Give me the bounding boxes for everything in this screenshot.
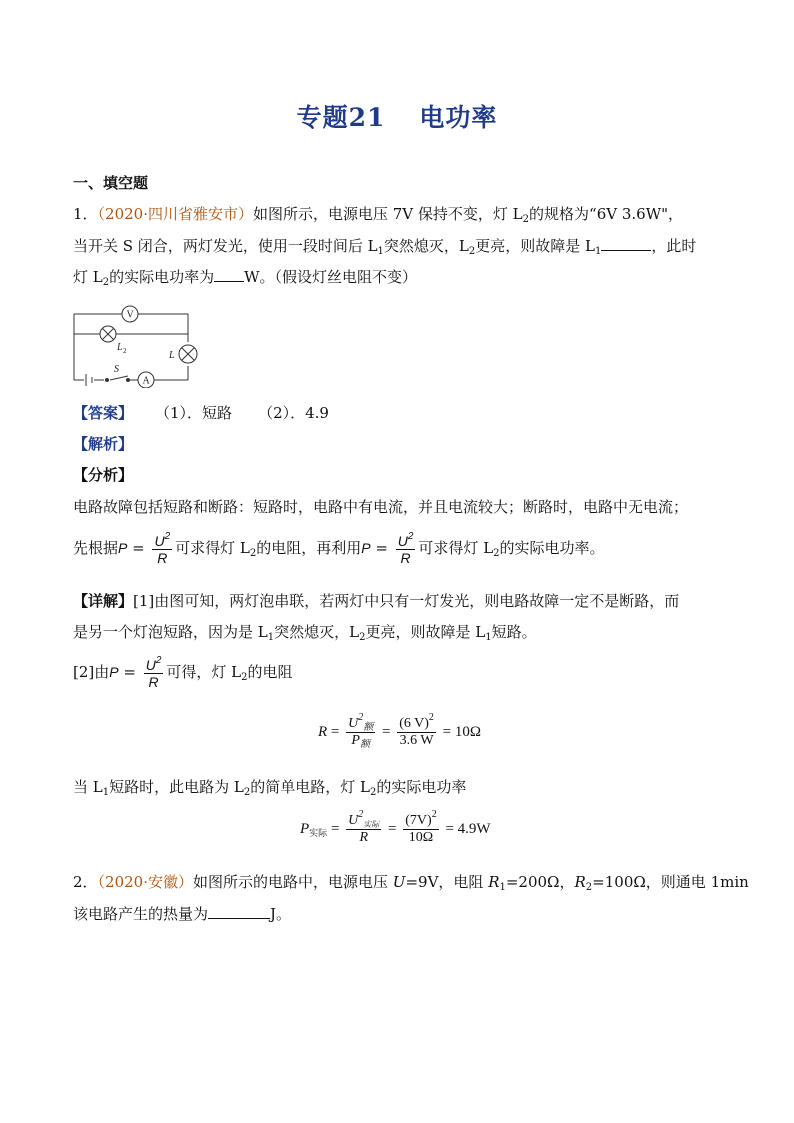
q2-line-2: 该电路产生的热量为 J。 xyxy=(73,905,292,923)
answer-1: （1）．短路 xyxy=(155,404,233,422)
lamp-l2-label: L xyxy=(117,342,123,353)
switch-label: S xyxy=(114,364,119,375)
ammeter-label: A xyxy=(142,375,150,387)
page-title xyxy=(0,98,794,134)
answer-2: （2）．4.9 xyxy=(258,404,329,422)
fenxi-line-1: 电路故障包括短路和断路：短路时，电路中有电流，并且电流较大；断路时，电路中无电流； xyxy=(73,498,689,516)
equation-1: R = $\frac{U^2_额}{P_额}$ = $\frac{(6 V)^2}{3.6 W}$ = 10Ω xyxy=(318,712,482,750)
detail-line-3: [2]由P = $\frac{U^2}{R}$ 可得，灯 $L_2$的电阻 xyxy=(73,654,293,690)
answer-label: 【答案】 xyxy=(73,404,134,422)
equation-2: $P_{实际}$ = $\frac{U^2_{实际}}{R}$ = $\frac{(7V)^2}{10\Omega}$ = 4.9W xyxy=(300,809,491,845)
title-subject: 电功率 xyxy=(419,103,498,132)
detail-line-2: 是另一个灯泡短路，因为是 $L_1$突然熄灭，$L_2$更亮，则故障是 $L_1$短路。 xyxy=(73,623,537,643)
answer-line xyxy=(73,402,329,424)
q1-blank-2 xyxy=(214,267,244,282)
q1-line-2: 当开关 S 闭合，两灯发光，使用一段时间后 $L_1$突然熄灭，$L_2$更亮，则故障是 $L_1$ ，此时 xyxy=(73,237,697,257)
q2-source: （2020·安徽） xyxy=(97,873,193,891)
lamp-l1-label: L xyxy=(169,350,175,361)
svg-text:2: 2 xyxy=(123,347,127,355)
fenxi-line-2: 先根据P = $\frac{U^2}{R}$ 可求得灯 $L_2$的电阻，再利用P = $\frac{U^2}{R}$ 可求得灯 $L_2$的实际电功率。 xyxy=(73,530,605,566)
q1-source: （2020·四川省雅安市） xyxy=(97,205,253,223)
detail-label: 【详解】 xyxy=(73,592,134,610)
circuit-diagram xyxy=(70,296,205,388)
q2-blank xyxy=(208,904,270,919)
detail-line-1: 【详解】[1]由图可知，两灯泡串联，若两灯中只有一灯发光，则电路故障一定不是断路，而 xyxy=(73,592,680,610)
q1-line-3: 灯 $L_2$的实际电功率为 W。（假设灯丝电阻不变） xyxy=(73,268,418,288)
fenxi-label: 【分析】 xyxy=(73,466,134,484)
analysis-label: 【解析】 xyxy=(73,435,134,453)
q1-line-1: 1．（2020·四川省雅安市）如图所示，电源电压 7V 保持不变，灯 $L_2$的规格为“6V 3.6W"， xyxy=(73,205,684,225)
q2-line-1: 2．（2020·安徽）如图所示的电路中，电源电压 U=9V，电阻 $R_1=200\Omega$，$R_2=100\Omega$，则通电 1min xyxy=(73,873,749,893)
q1-blank-1 xyxy=(601,236,651,251)
title-topic: 专题21 xyxy=(296,103,386,132)
section-heading: 一、填空题 xyxy=(73,174,149,192)
voltmeter-label: V xyxy=(126,309,134,321)
detail-line-4: 当 $L_1$短路时，此电路为 $L_2$的简单电路，灯 $L_2$的实际电功率 xyxy=(73,778,467,798)
